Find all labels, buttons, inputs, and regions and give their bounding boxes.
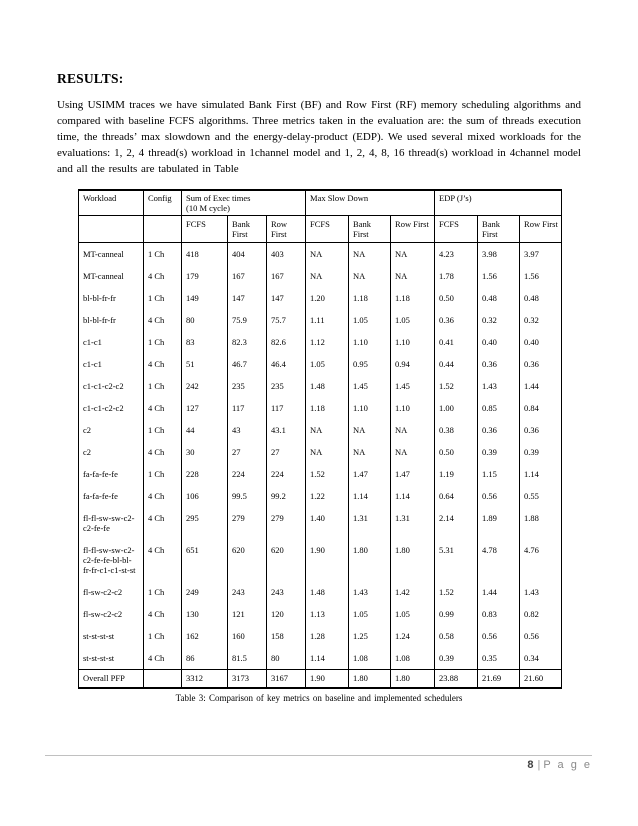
config-cell: 4 Ch — [144, 539, 182, 581]
col-group-edp: EDP (J’s) — [435, 190, 562, 216]
value-cell: 0.56 — [478, 485, 520, 507]
value-cell: 80 — [182, 309, 228, 331]
value-cell: 0.36 — [520, 353, 562, 375]
overall-label-cell: Overall PFP — [79, 670, 144, 689]
value-cell: 147 — [267, 287, 306, 309]
value-cell: 1.12 — [306, 331, 349, 353]
value-cell: 1.14 — [349, 485, 391, 507]
value-cell: 0.39 — [478, 441, 520, 463]
value-cell: 1.80 — [349, 539, 391, 581]
config-cell: 1 Ch — [144, 581, 182, 603]
workload-cell: fl-fl-sw-sw-c2-c2-fe-fe — [79, 507, 144, 539]
col-group-exec-times-line2: (10 M cycle) — [186, 203, 230, 213]
config-cell: 4 Ch — [144, 441, 182, 463]
subheader-fcfs: FCFS — [435, 216, 478, 243]
value-cell: NA — [349, 243, 391, 266]
config-cell: 4 Ch — [144, 397, 182, 419]
value-cell: 279 — [228, 507, 267, 539]
value-cell: 0.85 — [478, 397, 520, 419]
config-cell: 1 Ch — [144, 625, 182, 647]
value-cell: 127 — [182, 397, 228, 419]
value-cell: 130 — [182, 603, 228, 625]
value-cell: 1.44 — [520, 375, 562, 397]
workload-cell: MT-canneal — [79, 243, 144, 266]
value-cell: 23.88 — [435, 670, 478, 689]
subheader-bank-first: Bank First — [349, 216, 391, 243]
value-cell: 179 — [182, 265, 228, 287]
table-row — [79, 507, 562, 539]
value-cell: 0.32 — [478, 309, 520, 331]
value-cell: NA — [306, 441, 349, 463]
workload-cell: c2 — [79, 419, 144, 441]
value-cell: 1.18 — [391, 287, 435, 309]
config-cell: 4 Ch — [144, 309, 182, 331]
value-cell: 0.50 — [435, 287, 478, 309]
value-cell: 0.58 — [435, 625, 478, 647]
value-cell: 2.14 — [435, 507, 478, 539]
value-cell: NA — [349, 419, 391, 441]
table-row — [79, 603, 562, 625]
value-cell: 620 — [267, 539, 306, 581]
subheader-row-first: Row First — [520, 216, 562, 243]
value-cell: 0.50 — [435, 441, 478, 463]
value-cell: 117 — [267, 397, 306, 419]
value-cell: 249 — [182, 581, 228, 603]
body-paragraph: Using USIMM traces we have simulated Bank First (BF) and Row First (RF) memory scheduling algorithms and compared with baseline FCFS algorithms. Three metrics taken in the evaluation are: the sum of threads execution time, the threads’ max slowdown and the energy-delay-product (EDP). We used several mixed workloads for the evaluations: 1, 2, 4 thread(s) workload in 1channel model and 1, 2, 4, 8, 16 thread(s) workload in 4channel model and all the results are tabulated in Table — [57, 99, 581, 175]
page-word: P a g e — [543, 759, 592, 771]
value-cell: 86 — [182, 647, 228, 670]
value-cell: 117 — [228, 397, 267, 419]
value-cell: 1.19 — [435, 463, 478, 485]
value-cell: 4.76 — [520, 539, 562, 581]
col-group-exec-times-line1: Sum of Exec times — [186, 193, 251, 203]
value-cell: 1.43 — [520, 581, 562, 603]
value-cell: 30 — [182, 441, 228, 463]
value-cell: 1.18 — [306, 397, 349, 419]
value-cell: 1.18 — [349, 287, 391, 309]
value-cell: 1.10 — [391, 397, 435, 419]
subheader-row-first: Row First — [267, 216, 306, 243]
workload-cell: st-st-st-st — [79, 625, 144, 647]
value-cell: NA — [306, 265, 349, 287]
section-title: RESULTS: — [57, 71, 124, 86]
value-cell: 0.55 — [520, 485, 562, 507]
value-cell: 0.36 — [478, 353, 520, 375]
value-cell: 0.95 — [349, 353, 391, 375]
value-cell: 1.31 — [349, 507, 391, 539]
value-cell: 51 — [182, 353, 228, 375]
config-cell: 1 Ch — [144, 375, 182, 397]
page-footer — [45, 755, 592, 771]
config-cell: 4 Ch — [144, 353, 182, 375]
value-cell: 0.84 — [520, 397, 562, 419]
value-cell: 1.10 — [391, 331, 435, 353]
value-cell: 27 — [267, 441, 306, 463]
value-cell: 0.82 — [520, 603, 562, 625]
value-cell: 81.5 — [228, 647, 267, 670]
value-cell: 0.34 — [520, 647, 562, 670]
subheader-fcfs: FCFS — [182, 216, 228, 243]
value-cell: 403 — [267, 243, 306, 266]
value-cell: 120 — [267, 603, 306, 625]
value-cell: 3173 — [228, 670, 267, 689]
value-cell: 27 — [228, 441, 267, 463]
value-cell: 162 — [182, 625, 228, 647]
value-cell: 0.83 — [478, 603, 520, 625]
value-cell: 43.1 — [267, 419, 306, 441]
value-cell: 1.90 — [306, 539, 349, 581]
value-cell: 651 — [182, 539, 228, 581]
value-cell: 1.05 — [391, 309, 435, 331]
table-row — [79, 397, 562, 419]
value-cell: 46.7 — [228, 353, 267, 375]
workload-cell: fl-sw-c2-c2 — [79, 603, 144, 625]
value-cell: 1.05 — [391, 603, 435, 625]
config-cell: 1 Ch — [144, 463, 182, 485]
table-row — [79, 647, 562, 670]
value-cell: 0.35 — [478, 647, 520, 670]
table-row — [79, 485, 562, 507]
config-cell: 1 Ch — [144, 419, 182, 441]
value-cell: 1.43 — [349, 581, 391, 603]
value-cell: 0.44 — [435, 353, 478, 375]
value-cell: 0.36 — [478, 419, 520, 441]
value-cell: 75.7 — [267, 309, 306, 331]
col-header-config: Config — [144, 190, 182, 216]
value-cell: NA — [306, 419, 349, 441]
config-cell: 4 Ch — [144, 647, 182, 670]
value-cell: 1.52 — [435, 581, 478, 603]
value-cell: 0.39 — [435, 647, 478, 670]
value-cell: 404 — [228, 243, 267, 266]
value-cell: 1.52 — [306, 463, 349, 485]
value-cell: 0.48 — [520, 287, 562, 309]
value-cell: 0.94 — [391, 353, 435, 375]
value-cell: 1.45 — [349, 375, 391, 397]
workload-cell: bl-bl-fr-fr — [79, 309, 144, 331]
value-cell: 1.40 — [306, 507, 349, 539]
workload-cell: fa-fa-fe-fe — [79, 485, 144, 507]
workload-cell: c1-c1-c2-c2 — [79, 375, 144, 397]
value-cell: 1.05 — [349, 309, 391, 331]
value-cell: 106 — [182, 485, 228, 507]
table-row — [79, 463, 562, 485]
value-cell: 83 — [182, 331, 228, 353]
value-cell: 1.13 — [306, 603, 349, 625]
value-cell: 160 — [228, 625, 267, 647]
value-cell: 1.05 — [306, 353, 349, 375]
value-cell: 21.60 — [520, 670, 562, 689]
value-cell: 0.48 — [478, 287, 520, 309]
value-cell: 0.39 — [520, 441, 562, 463]
value-cell: 82.6 — [267, 331, 306, 353]
value-cell: 43 — [228, 419, 267, 441]
value-cell: NA — [349, 265, 391, 287]
table-row — [79, 265, 562, 287]
value-cell: NA — [391, 243, 435, 266]
workload-cell: c1-c1 — [79, 353, 144, 375]
value-cell: 167 — [228, 265, 267, 287]
value-cell: 1.00 — [435, 397, 478, 419]
value-cell: 1.43 — [478, 375, 520, 397]
col-header-workload: Workload — [79, 190, 144, 216]
value-cell: 1.88 — [520, 507, 562, 539]
value-cell: 1.08 — [391, 647, 435, 670]
table-row — [79, 625, 562, 647]
value-cell: 228 — [182, 463, 228, 485]
table-row — [79, 441, 562, 463]
page-number: 8 — [527, 759, 535, 771]
workload-cell: fl-sw-c2-c2 — [79, 581, 144, 603]
value-cell: 1.48 — [306, 581, 349, 603]
value-cell: 1.05 — [349, 603, 391, 625]
value-cell: 279 — [267, 507, 306, 539]
value-cell: 121 — [228, 603, 267, 625]
value-cell: 1.14 — [391, 485, 435, 507]
col-group-exec-times — [182, 190, 306, 216]
table-row — [79, 419, 562, 441]
value-cell: 4.78 — [478, 539, 520, 581]
value-cell: 149 — [182, 287, 228, 309]
value-cell: 99.2 — [267, 485, 306, 507]
config-cell: 1 Ch — [144, 243, 182, 266]
metrics-table — [78, 189, 562, 689]
config-cell: 4 Ch — [144, 265, 182, 287]
overall-row — [79, 670, 562, 689]
value-cell: 1.80 — [391, 670, 435, 689]
value-cell: 224 — [267, 463, 306, 485]
workload-cell: bl-bl-fr-fr — [79, 287, 144, 309]
value-cell: 1.44 — [478, 581, 520, 603]
workload-cell: st-st-st-st — [79, 647, 144, 670]
value-cell: 1.48 — [306, 375, 349, 397]
value-cell: 0.38 — [435, 419, 478, 441]
table-row — [79, 539, 562, 581]
value-cell: 0.56 — [478, 625, 520, 647]
table-row — [79, 243, 562, 266]
value-cell: 80 — [267, 647, 306, 670]
value-cell: 3.98 — [478, 243, 520, 266]
value-cell: 1.11 — [306, 309, 349, 331]
value-cell: 1.90 — [306, 670, 349, 689]
value-cell: 4.23 — [435, 243, 478, 266]
page-number-separator: | — [537, 759, 541, 771]
value-cell: NA — [391, 265, 435, 287]
workload-cell: c2 — [79, 441, 144, 463]
table-row — [79, 309, 562, 331]
value-cell: 0.40 — [520, 331, 562, 353]
value-cell: 1.24 — [391, 625, 435, 647]
config-cell: 4 Ch — [144, 485, 182, 507]
value-cell: 235 — [228, 375, 267, 397]
config-cell: 4 Ch — [144, 507, 182, 539]
value-cell: 1.78 — [435, 265, 478, 287]
table-body — [79, 243, 562, 670]
workload-cell: c1-c1 — [79, 331, 144, 353]
value-cell: 1.14 — [306, 647, 349, 670]
value-cell: 0.99 — [435, 603, 478, 625]
value-cell: 3167 — [267, 670, 306, 689]
value-cell: 0.36 — [435, 309, 478, 331]
table-row — [79, 375, 562, 397]
config-cell: 4 Ch — [144, 603, 182, 625]
value-cell: 1.15 — [478, 463, 520, 485]
value-cell: 167 — [267, 265, 306, 287]
workload-cell: MT-canneal — [79, 265, 144, 287]
value-cell: 21.69 — [478, 670, 520, 689]
value-cell: 3312 — [182, 670, 228, 689]
subheader-row-first: Row First — [391, 216, 435, 243]
config-cell: 1 Ch — [144, 331, 182, 353]
value-cell: 158 — [267, 625, 306, 647]
value-cell: NA — [391, 419, 435, 441]
value-cell: 243 — [267, 581, 306, 603]
value-cell: 1.28 — [306, 625, 349, 647]
value-cell: 5.31 — [435, 539, 478, 581]
value-cell: 1.52 — [435, 375, 478, 397]
col-group-max-slowdown: Max Slow Down — [306, 190, 435, 216]
table-caption: Table 3: Comparison of key metrics on baseline and implemented schedulers — [175, 693, 463, 703]
value-cell: 1.08 — [349, 647, 391, 670]
value-cell: 1.20 — [306, 287, 349, 309]
table-row — [79, 581, 562, 603]
value-cell: 1.10 — [349, 397, 391, 419]
table-row — [79, 331, 562, 353]
value-cell: 1.47 — [391, 463, 435, 485]
value-cell: 1.56 — [520, 265, 562, 287]
value-cell: 0.40 — [478, 331, 520, 353]
value-cell: NA — [349, 441, 391, 463]
value-cell: 0.41 — [435, 331, 478, 353]
empty-header-cell — [79, 216, 144, 243]
value-cell: 82.3 — [228, 331, 267, 353]
value-cell: 1.80 — [391, 539, 435, 581]
value-cell: 99.5 — [228, 485, 267, 507]
subheader-bank-first: Bank First — [478, 216, 520, 243]
value-cell: 3.97 — [520, 243, 562, 266]
workload-cell: fa-fa-fe-fe — [79, 463, 144, 485]
value-cell: NA — [306, 243, 349, 266]
table-row — [79, 287, 562, 309]
value-cell: 1.89 — [478, 507, 520, 539]
value-cell: 75.9 — [228, 309, 267, 331]
overall-config-cell — [144, 670, 182, 689]
value-cell: 1.42 — [391, 581, 435, 603]
value-cell: 1.47 — [349, 463, 391, 485]
value-cell: 242 — [182, 375, 228, 397]
value-cell: 0.36 — [520, 419, 562, 441]
value-cell: 235 — [267, 375, 306, 397]
table-header-sub-row — [79, 216, 562, 243]
value-cell: 1.14 — [520, 463, 562, 485]
subheader-bank-first: Bank First — [228, 216, 267, 243]
value-cell: 1.56 — [478, 265, 520, 287]
value-cell: 295 — [182, 507, 228, 539]
table-row — [79, 353, 562, 375]
value-cell: 1.45 — [391, 375, 435, 397]
config-cell: 1 Ch — [144, 287, 182, 309]
value-cell: 1.31 — [391, 507, 435, 539]
value-cell: NA — [391, 441, 435, 463]
value-cell: 1.22 — [306, 485, 349, 507]
subheader-fcfs: FCFS — [306, 216, 349, 243]
workload-cell: c1-c1-c2-c2 — [79, 397, 144, 419]
value-cell: 1.10 — [349, 331, 391, 353]
value-cell: 224 — [228, 463, 267, 485]
value-cell: 243 — [228, 581, 267, 603]
value-cell: 1.80 — [349, 670, 391, 689]
value-cell: 418 — [182, 243, 228, 266]
value-cell: 620 — [228, 539, 267, 581]
table-header-group-row — [79, 190, 562, 216]
value-cell: 0.64 — [435, 485, 478, 507]
workload-cell: fl-fl-sw-sw-c2-c2-fe-fe-bl-bl-fr-fr-c1-c1-st-st — [79, 539, 144, 581]
value-cell: 147 — [228, 287, 267, 309]
empty-header-cell — [144, 216, 182, 243]
value-cell: 0.56 — [520, 625, 562, 647]
value-cell: 0.32 — [520, 309, 562, 331]
value-cell: 1.25 — [349, 625, 391, 647]
value-cell: 46.4 — [267, 353, 306, 375]
value-cell: 44 — [182, 419, 228, 441]
